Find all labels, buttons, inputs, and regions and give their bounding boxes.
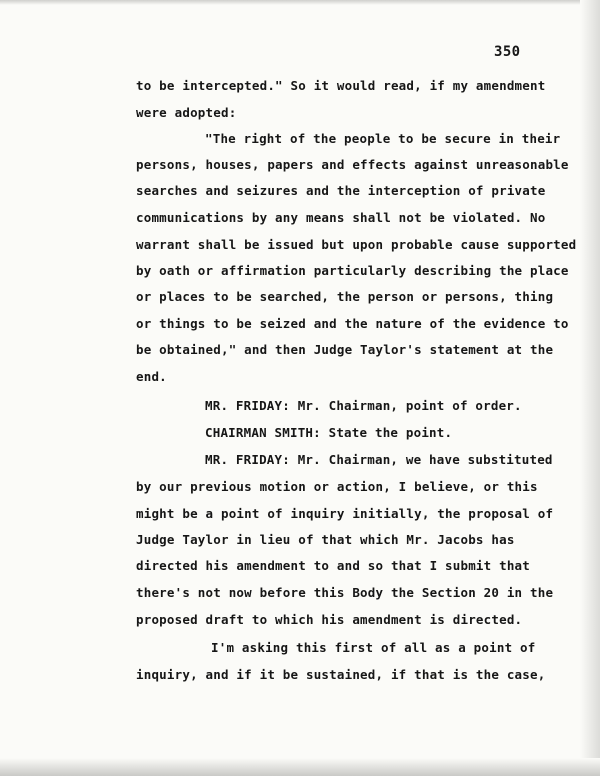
text-line: to be intercepted." So it would read, if my amendment (136, 78, 546, 93)
scan-edge-right (580, 0, 600, 776)
text-line: inquiry, and if it be sustained, if that is the case, (136, 667, 546, 682)
text-line: or things to be seized and the nature of the evidence to (136, 316, 569, 331)
text-line: persons, houses, papers and effects against unreasonable (136, 157, 569, 172)
speaker-line: CHAIRMAN SMITH: State the point. (205, 425, 453, 440)
scan-edge-bottom (0, 758, 600, 776)
text-line: warrant shall be issued but upon probable cause supported (136, 237, 577, 252)
text-line: by our previous motion or action, I believe, or this (136, 479, 538, 494)
scan-edge-top (0, 0, 600, 5)
text-line: directed his amendment to and so that I submit that (136, 558, 531, 573)
text-line: might be a point of inquiry initially, the proposal of (136, 506, 554, 521)
speaker-line: MR. FRIDAY: Mr. Chairman, we have substituted (205, 452, 553, 467)
text-line: "The right of the people to be secure in their (205, 131, 561, 146)
text-line: were adopted: (136, 105, 237, 120)
text-line: be obtained," and then Judge Taylor's statement at the (136, 342, 554, 357)
text-line: by oath or affirmation particularly describing the place (136, 263, 569, 278)
text-line: I'm asking this first of all as a point of (211, 640, 536, 655)
text-line: communications by any means shall not be violated. No (136, 210, 546, 225)
text-line: or places to be searched, the person or persons, thing (136, 289, 554, 304)
text-line: end. (136, 369, 167, 384)
text-line: proposed draft to which his amendment is directed. (136, 612, 523, 627)
speaker-line: MR. FRIDAY: Mr. Chairman, point of order. (205, 398, 522, 413)
text-line: there's not now before this Body the Section 20 in the (136, 585, 554, 600)
text-line: Judge Taylor in lieu of that which Mr. Jacobs has (136, 532, 515, 547)
text-line: searches and seizures and the interception of private (136, 183, 546, 198)
page-number: 350 (494, 44, 521, 60)
